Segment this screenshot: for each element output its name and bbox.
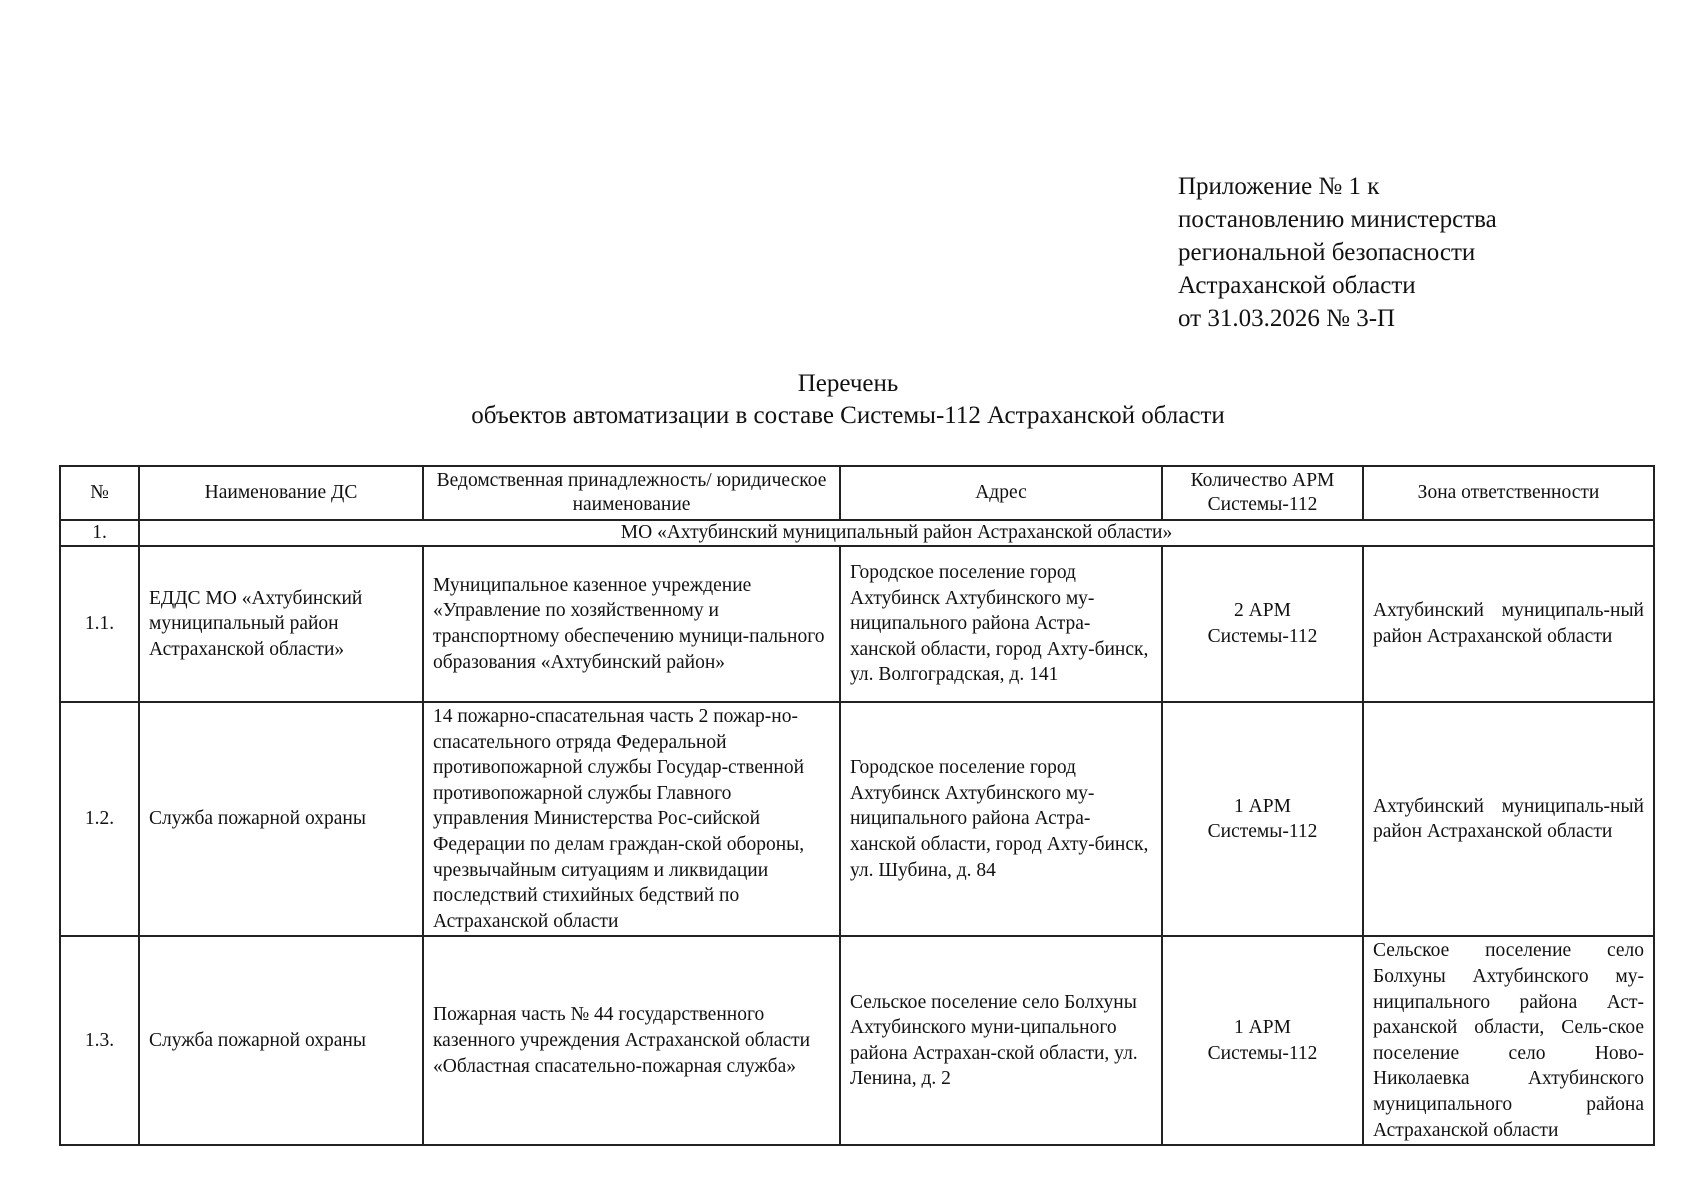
appendix-line: постановлению министерства [1178, 206, 1497, 233]
row-address [840, 702, 1162, 936]
header-dept: Ведомственная принадлежность/ юридическое наименование [423, 466, 840, 520]
row-zone: Ахтубинский муниципаль-ный район Астраханской области [1363, 546, 1654, 702]
row-name: Служба пожарной охраны [139, 702, 423, 936]
row-name: ЕДДС МО «Ахтубинский муниципальный район Астраханской области» [139, 546, 423, 702]
row-dept: Муниципальное казенное учреждение «Управление по хозяйственному и транспортному обеспечению муници-пального образования «Ахтубинский район» [423, 546, 840, 702]
row-arm [1162, 546, 1363, 702]
address-street: ул. Волгоградская, д. 141 [850, 664, 1059, 686]
row-dept: 14 пожарно-спасательная часть 2 пожар-но-спасательного отряда Федеральной противопожарной службы Государ-ственной противопожарной службы Главного управления Министерства Рос-сийской Федерации по делам граждан-ской обороны, чрезвычайным ситуациям и ликвидации последствий стихийных бедствий по Астраханской области [423, 702, 840, 936]
table-header-row [60, 466, 1654, 520]
arm-count: 1 АРМ [1234, 1017, 1291, 1039]
row-dept: Пожарная часть № 44 государственного казенного учреждения Астраханской области «Областная спасательно-пожарная служба» [423, 936, 840, 1145]
group-title: МО «Ахтубинский муниципальный район Астраханской области» [139, 520, 1654, 546]
row-num: 1.1. [60, 546, 139, 702]
document-title [0, 368, 1696, 432]
arm-system: Системы-112 [1207, 626, 1318, 647]
address-main: Сельское поселение село Болхуны Ахтубинского муни-ципального района Астрахан-ской области, ул. Ленина, д. 2 [850, 991, 1138, 1090]
header-name: Наименование ДС [139, 466, 423, 520]
address-main: Городское поселение город Ахтубинск Ахтубинского му-ниципального района Астра-ханской области, город Ахту-бинск, [850, 562, 1149, 660]
row-zone: Сельское поселение село Болхуны Ахтубинского му-ниципального района Аст-раханской области, Сель-ское поселение село Ново-Николаевка Ахтубинского муниципального района Астраханской области [1363, 936, 1654, 1145]
arm-system: Системы-112 [1207, 1042, 1318, 1064]
header-address: Адрес [840, 466, 1162, 520]
row-zone: Ахтубинский муниципаль-ный район Астраханской области [1363, 702, 1654, 936]
row-num: 1.3. [60, 936, 139, 1145]
group-num: 1. [60, 520, 139, 546]
title-line-1: Перечень [797, 370, 899, 397]
automation-objects-table [59, 465, 1655, 1146]
appendix-line: Астраханской области [1178, 272, 1416, 299]
arm-system: Системы-112 [1207, 821, 1318, 843]
appendix-line: Приложение № 1 к [1178, 173, 1380, 200]
row-arm [1162, 702, 1363, 936]
row-arm [1162, 936, 1363, 1145]
row-name: Служба пожарной охраны [139, 936, 423, 1145]
header-num: № [60, 466, 139, 520]
appendix-line: региональной безопасности [1178, 239, 1476, 266]
appendix-note [1178, 170, 1497, 335]
title-line-2: объектов автоматизации в составе Системы-112 Астраханской области [471, 402, 1225, 429]
header-arm: Количество АРМ Системы-112 [1162, 466, 1363, 520]
row-address [840, 546, 1162, 702]
row-num: 1.2. [60, 702, 139, 936]
row-address [840, 936, 1162, 1145]
table-row [60, 546, 1654, 702]
table-row [60, 702, 1654, 936]
address-street: ул. Шубина, д. 84 [850, 859, 996, 881]
address-main: Городское поселение город Ахтубинск Ахтубинского му-ниципального района Астра-ханской области, город Ахту-бинск, [850, 757, 1149, 855]
header-zone: Зона ответственности [1363, 466, 1654, 520]
arm-count: 1 АРМ [1234, 795, 1291, 817]
arm-count: 2 АРМ [1234, 600, 1291, 622]
group-row [60, 520, 1654, 546]
table-row [60, 936, 1654, 1145]
appendix-line: от 31.03.2026 № 3-П [1178, 305, 1396, 332]
